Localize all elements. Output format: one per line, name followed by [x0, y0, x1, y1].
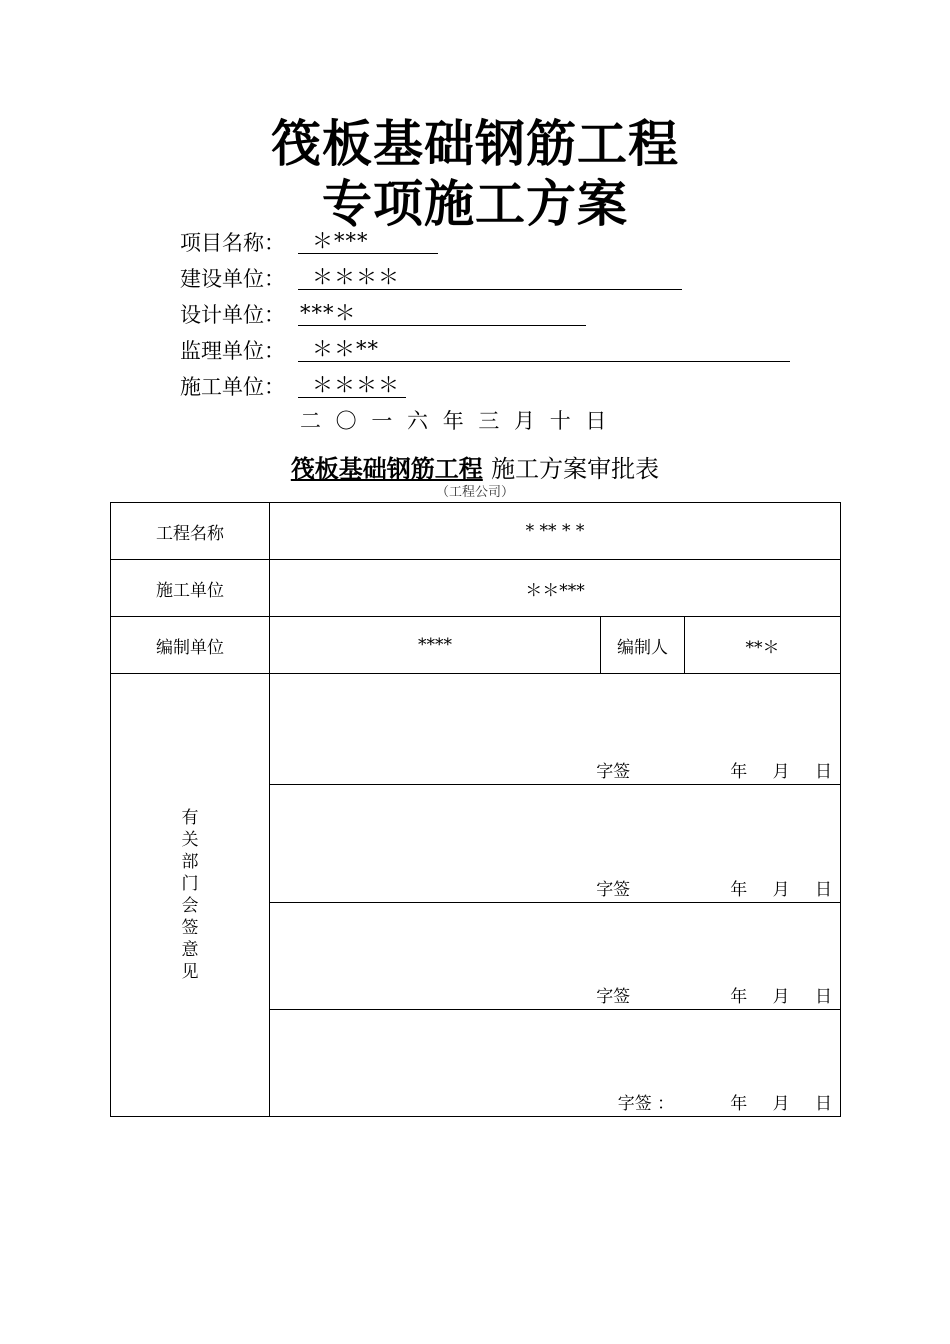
sign-line	[596, 985, 832, 1009]
sign-box-3[interactable]	[270, 903, 841, 1010]
field-value: ＊＊＊＊	[298, 372, 406, 398]
sign-line	[596, 878, 832, 902]
opinions-char: 有	[181, 808, 199, 828]
sign-box-2[interactable]	[270, 785, 841, 903]
table-row	[111, 674, 841, 785]
opinions-char: 见	[181, 962, 199, 982]
field-owner	[180, 264, 400, 294]
compiler-label: 编制人	[601, 617, 685, 674]
cover-date: 二 〇 一 六 年 三 月 十 日	[300, 409, 607, 433]
field-label: 监理单位：	[180, 339, 285, 363]
field-label: 建设单位：	[180, 267, 285, 291]
date-label: 年 月 日	[730, 880, 832, 900]
date-label: 年 月 日	[730, 1094, 832, 1114]
field-label: 设计单位：	[180, 303, 285, 327]
contractor-value: ＊＊***	[270, 560, 841, 617]
sign-box-1[interactable]	[270, 674, 841, 785]
field-contractor	[180, 372, 400, 402]
compiler-unit-value: ****	[270, 617, 601, 674]
field-value: ＊***	[298, 228, 438, 254]
field-designer	[180, 300, 357, 330]
project-name-value: * ** * *	[270, 503, 841, 560]
opinions-char: 门	[181, 874, 199, 894]
opinions-char: 部	[181, 852, 199, 872]
field-value: ***＊	[298, 300, 586, 326]
compiler-value: **＊	[685, 617, 841, 674]
field-label: 施工单位：	[180, 375, 285, 399]
date-label: 年 月 日	[730, 762, 832, 782]
signature-label: 字签	[596, 762, 631, 782]
compiler-unit-label: 编制单位	[111, 617, 270, 674]
field-project-name	[180, 228, 369, 258]
approval-title-rest: 施工方案审批表	[491, 455, 660, 483]
opinions-label	[111, 674, 270, 1117]
opinions-char: 会	[181, 896, 199, 916]
table-row	[111, 503, 841, 560]
opinions-char: 意	[181, 940, 199, 960]
approval-title-project: 筏板基础钢筋工程	[290, 455, 483, 483]
cover-title-line1: 筏板基础钢筋工程	[271, 115, 679, 173]
signature-label: 字签 ：	[617, 1094, 675, 1114]
approval-table	[110, 502, 841, 1117]
field-value: ＊＊**	[298, 336, 790, 362]
project-name-label: 工程名称	[111, 503, 270, 560]
field-value: ＊＊＊＊	[298, 264, 682, 290]
sign-line	[596, 760, 832, 784]
opinions-char: 关	[181, 830, 199, 850]
approval-table-title	[0, 452, 950, 486]
contractor-label: 施工单位	[111, 560, 270, 617]
approval-table-subtitle: （工程公司）	[435, 485, 514, 500]
signature-label: 字签	[596, 987, 631, 1007]
field-supervisor	[180, 336, 379, 366]
sign-line	[618, 1092, 832, 1116]
table-row	[111, 560, 841, 617]
cover-title-line2: 专项施工方案	[322, 175, 628, 233]
sign-box-4[interactable]	[270, 1010, 841, 1117]
date-label: 年 月 日	[730, 987, 832, 1007]
opinions-char: 签	[181, 918, 199, 938]
field-label: 项目名称：	[180, 231, 285, 255]
table-row	[111, 617, 841, 674]
signature-label: 字签	[596, 880, 631, 900]
